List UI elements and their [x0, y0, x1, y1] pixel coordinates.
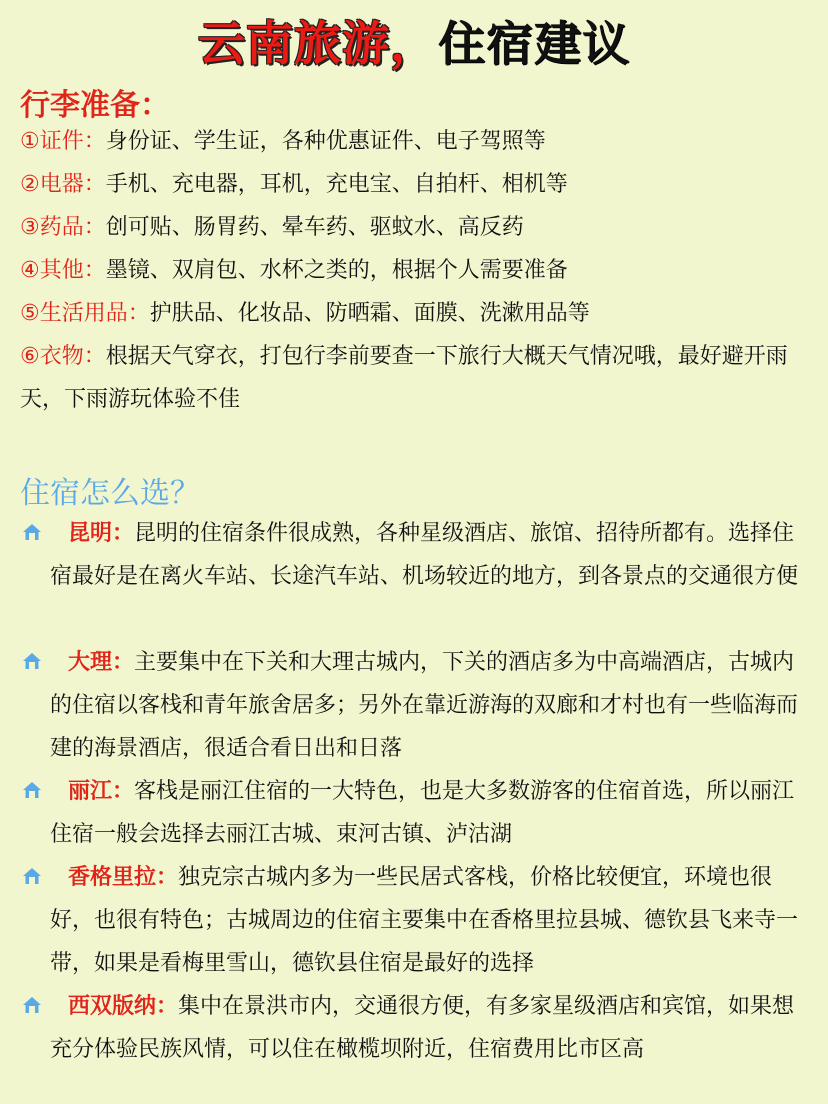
city-description: 独克宗古城内多为一些民居式客栈，价格比较便宜，环境也很好，也很有特色；古城周边的住宿主要集中在香格里拉县城、德钦县飞来寺一带，如果是看梅里雪山，德钦县住宿是最好的选择: [50, 865, 799, 976]
city-colon: ：: [156, 865, 179, 890]
packing-item-daily-goods: [20, 292, 812, 335]
packing-item-label: ⑤生活用品：: [20, 301, 150, 326]
city-name: 大理: [68, 650, 113, 675]
city-description: 主要集中在下关和大理古城内，下关的酒店多为中高端酒店，古城内的住宿以客栈和青年旅舍居多；另外在靠近游海的双廊和才村也有一些临海而建的海景酒店，很适合看日出和日落: [50, 650, 799, 761]
city-name: 昆明: [68, 521, 113, 546]
city-colon: ：: [112, 521, 135, 546]
city-colon: ：: [112, 650, 135, 675]
packing-item-text: 手机、充电器，耳机，充电宝、自拍杆、相机等: [105, 172, 568, 197]
packing-item-medicine: [20, 206, 812, 249]
house-icon: [22, 651, 42, 671]
city-colon: ：: [112, 779, 135, 804]
stay-list: [22, 512, 812, 1071]
stay-item-shangri-la: [22, 856, 812, 985]
stay-item-lijiang: [22, 770, 812, 856]
title-part-red: 云南旅游，: [198, 17, 438, 72]
packing-item-text: 身份证、学生证，各种优惠证件、电子驾照等: [105, 129, 546, 154]
packing-item-label: ⑥衣物：: [20, 344, 106, 369]
title-part-black: 住宿建议: [438, 17, 630, 72]
packing-item-label: ②电器：: [20, 172, 106, 197]
city-description: 客栈是丽江住宿的一大特色，也是大多数游客的住宿首选，所以丽江住宿一般会选择去丽江古城、束河古镇、泸沽湖: [50, 779, 795, 847]
packing-list: [20, 120, 812, 421]
packing-item-label: ①证件：: [20, 129, 106, 154]
house-icon: [22, 995, 42, 1015]
packing-item-label: ③药品：: [20, 215, 106, 240]
stay-item-xishuangbanna: [22, 985, 812, 1071]
house-icon: [22, 522, 42, 542]
city-name: 西双版纳: [68, 994, 157, 1019]
stay-item-dali: [22, 641, 812, 770]
packing-item-documents: [20, 120, 812, 163]
city-name: 香格里拉: [68, 865, 157, 890]
stay-item-kunming: [22, 512, 812, 641]
packing-item-text: 墨镜、双肩包、水杯之类的，根据个人需要准备: [105, 258, 568, 283]
packing-item-text: 根据天气穿衣，打包行李前要查一下旅行大概天气情况哦，最好避开雨天，下雨游玩体验不佳: [20, 344, 788, 412]
city-name: 丽江: [68, 779, 113, 804]
house-icon: [22, 866, 42, 886]
packing-item-label: ④其他：: [20, 258, 106, 283]
city-colon: ：: [156, 994, 179, 1019]
packing-item-electronics: [20, 163, 812, 206]
packing-item-text: 创可贴、肠胃药、晕车药、驱蚊水、高反药: [105, 215, 524, 240]
house-icon: [22, 780, 42, 800]
page-title: [0, 14, 828, 76]
stay-heading: 住宿怎么选？: [20, 476, 200, 511]
city-description: 集中在景洪市内，交通很方便，有多家星级酒店和宾馆，如果想充分体验民族风情，可以住在橄榄坝附近，住宿费用比市区高: [50, 994, 795, 1062]
packing-item-clothing: [20, 335, 812, 421]
city-description: 昆明的住宿条件很成熟，各种星级酒店、旅馆、招待所都有。选择住宿最好是在离火车站、长途汽车站、机场较近的地方，到各景点的交通很方便: [50, 521, 799, 589]
packing-item-text: 护肤品、化妆品、防晒霜、面膜、洗漱用品等: [149, 301, 590, 326]
packing-heading: 行李准备：: [20, 88, 170, 123]
packing-item-other: [20, 249, 812, 292]
